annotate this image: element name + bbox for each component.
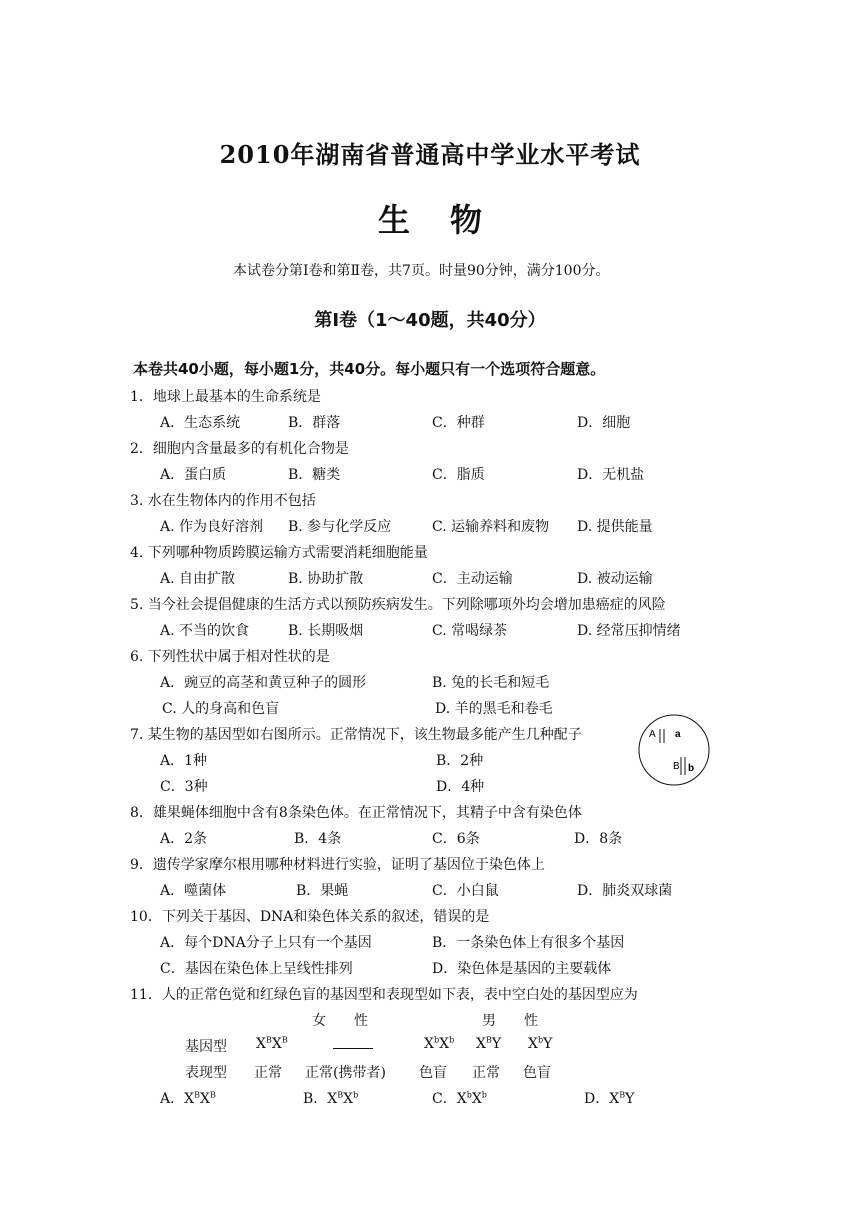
option: C．脂质 [432, 467, 485, 483]
option: A. 作为良好溶剂 [160, 519, 264, 535]
allele-label: B [673, 761, 680, 772]
question-stem: 5. 当今社会提倡健康的生活方式以预防疾病发生。下列除哪项外均会增加患癌症的风险 [130, 597, 666, 613]
option: C．$X^bX^b$ [432, 1090, 487, 1107]
option: C．种群 [432, 415, 485, 431]
phenotype-cell: 正常(携带者) [305, 1065, 386, 1081]
option: C．小白鼠 [432, 883, 499, 899]
question-stem: 2．细胞内含量最多的有机化合物是 [130, 441, 349, 457]
option: C. 人的身高和色盲 [162, 701, 280, 717]
allele-label: A [649, 729, 656, 740]
genotype-blank [333, 1036, 373, 1053]
question-stem: 8．雄果蝇体细胞中含有8条染色体。在正常情况下，其精子中含有染色体 [130, 805, 582, 821]
option: D．肺炎双球菌 [577, 883, 673, 899]
phenotype-cell: 正常 [254, 1065, 282, 1081]
phenotype-cell: 色盲 [419, 1065, 447, 1081]
option: D. 经常压抑情绪 [577, 623, 681, 639]
option: A．蛋白质 [160, 467, 227, 483]
option: A．每个DNA分子上只有一个基因 [160, 935, 372, 951]
option: D. 被动运输 [577, 571, 653, 587]
option: B．4条 [294, 831, 342, 847]
option: B．糖类 [288, 467, 341, 483]
genotype-cell: $X^bY$ [528, 1035, 553, 1052]
option: B．一条染色体上有很多个基因 [432, 935, 625, 951]
allele-label: a [675, 729, 681, 740]
option: A．1种 [160, 753, 208, 769]
genotype-label: 基因型 [185, 1039, 227, 1055]
genotype-cell-diagram [637, 713, 711, 787]
option: B．2种 [436, 753, 484, 769]
table-header-female: 女 性 [312, 1013, 368, 1029]
option: B. 兔的长毛和短毛 [432, 675, 550, 691]
option: B．群落 [288, 415, 341, 431]
option: C. 运输养料和废物 [432, 519, 550, 535]
question-stem: 11．人的正常色觉和红绿色盲的基因型和表现型如下表，表中空白处的基因型应为 [130, 987, 638, 1003]
option: A．$X^BX^B$ [160, 1090, 216, 1107]
option: C．主动运输 [432, 571, 513, 587]
option: B．果蝇 [296, 883, 349, 899]
option: A．生态系统 [160, 415, 241, 431]
option: D．4种 [436, 779, 485, 795]
option: A．噬菌体 [160, 883, 227, 899]
option: A．豌豆的高茎和黄豆种子的圆形 [160, 675, 367, 691]
exam-intro: 本试卷分第Ⅰ卷和第Ⅱ卷，共7页。时量90分钟，满分100分。 [233, 263, 610, 279]
option: D．染色体是基因的主要载体 [432, 961, 612, 977]
option: B. 参与化学反应 [288, 519, 392, 535]
genotype-cell: $X^BX^B$ [256, 1035, 288, 1052]
exam-title: 2010年湖南省普通高中学业水平考试 [219, 140, 641, 169]
question-stem: 4. 下列哪种物质跨膜运输方式需要消耗细胞能量 [130, 545, 428, 561]
question-stem: 3. 水在生物体内的作用不包括 [130, 493, 316, 509]
option: D. 提供能量 [577, 519, 653, 535]
genotype-cell: $X^BY$ [476, 1035, 502, 1052]
option: A. 自由扩散 [160, 571, 236, 587]
option: A. 不当的饮食 [160, 623, 250, 639]
subject-title: 生物 [377, 201, 522, 239]
option: C．基因在染色体上呈线性排列 [160, 961, 353, 977]
question-stem: 7. 某生物的基因型如右图所示。正常情况下，该生物最多能产生几种配子 [130, 727, 582, 743]
instruction: 本卷共40小题，每小题1分，共40分。每小题只有一个选项符合题意。 [133, 360, 606, 378]
option: D．8条 [574, 831, 623, 847]
option: B. 长期吸烟 [288, 623, 364, 639]
phenotype-cell: 色盲 [523, 1065, 551, 1081]
option: B．$X^BX^b$ [303, 1090, 359, 1107]
table-header-male: 男 性 [482, 1013, 538, 1029]
option: C. 常喝绿茶 [432, 623, 508, 639]
question-stem: 6. 下列性状中属于相对性状的是 [130, 649, 330, 665]
option: D．细胞 [577, 415, 631, 431]
option: C．6条 [432, 831, 480, 847]
genotype-cell: $X^bX^b$ [424, 1035, 455, 1052]
part-heading: 第Ⅰ卷（1～40题，共40分） [314, 310, 546, 331]
option: A．2条 [160, 831, 208, 847]
option: C．3种 [160, 779, 208, 795]
allele-label: b [688, 763, 695, 774]
phenotype-label: 表现型 [185, 1065, 227, 1081]
option: D．$X^BY$ [584, 1090, 635, 1107]
question-stem: 1．地球上最基本的生命系统是 [130, 389, 321, 405]
option: D. 羊的黑毛和卷毛 [435, 701, 553, 717]
option: D．无机盐 [577, 467, 645, 483]
option: B. 协助扩散 [288, 571, 364, 587]
question-stem: 9．遗传学家摩尔根用哪种材料进行实验，证明了基因位于染色体上 [130, 857, 545, 873]
question-stem: 10．下列关于基因、DNA和染色体关系的叙述，错误的是 [130, 909, 490, 925]
phenotype-cell: 正常 [472, 1065, 500, 1081]
